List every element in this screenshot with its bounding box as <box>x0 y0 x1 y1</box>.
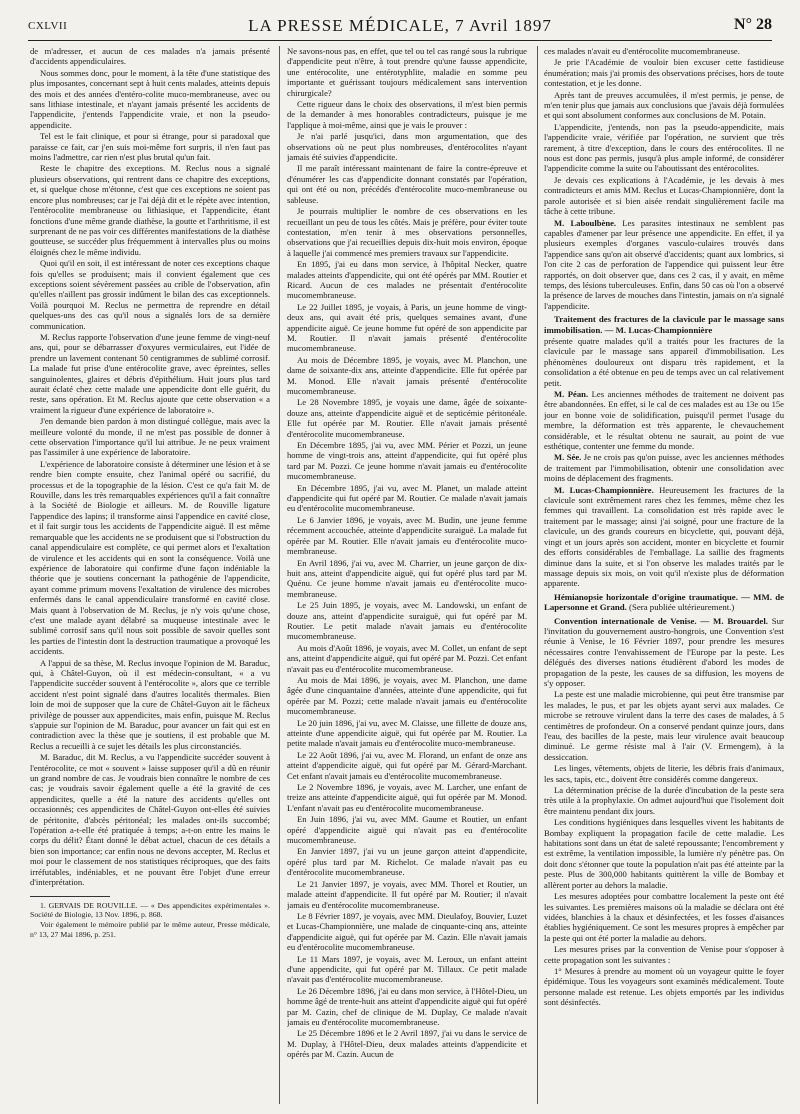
paragraph: Le 26 Décembre 1896, j'ai eu dans mon service, à l'Hôtel-Dieu, un homme âgé de trente-huit ans atteint d'appendicite aiguë qui fut opéré par M. Cazin, chef de clinique de M. Duplay, Ce malade n'avait jamais eu d'entérocolite mucomembraneuse. <box>287 985 527 1027</box>
footnote-separator <box>30 896 110 897</box>
paragraph: Reste le chapitre des exceptions. M. Reclus nous a signalé plusieurs observations, qui rentrent dans ce chapitre des exceptions, et, si quelque chose m'étonne, c'est que ces exceptions ne soient pas encore plus nombreuses; car je l'ai déjà dit et le répète avec intention, l'entérocolite membraneuse ou lithiasique, et l'appendicite, étant fonctions d'une même grande diathèse, la goutte et l'arthritisme, il est surprenant de ne pas voir ces différentes manifestations de la diathèse goutteuse, se succéder plus fréquemment à intervalles plus ou moins éloignés chez le même individu. <box>30 163 270 257</box>
paragraph <box>544 218 784 312</box>
paragraph: Je devais ces explications à l'Académie, je les devais à mes contradicteurs et amis MM. Reclus et Lucas-Championnière, dont la parole autorisée et si bien aisée rendait singulièrement facile ma tâche à cette tribune. <box>544 174 784 217</box>
heading-note: (Sera publiée ultérieurement.) <box>626 602 735 613</box>
paragraph: Je n'ai parlé jusqu'ici, dans mon argumentation, que des observations où ne peut plus nombreuses, d'entérocolites n'ayant jamais été suivies d'appendicite. <box>287 131 527 163</box>
paragraph: En Décembre 1895, j'ai vu, avec M. Planet, un malade atteint d'appendicite qui fut opéré par M. Routier. Ce malade n'avait jamais eu d'entérocolite mucomembraneuse. <box>287 482 527 514</box>
speaker-name: — M. Brouardel. <box>696 615 768 626</box>
column-1 <box>30 46 270 1104</box>
column-2 <box>287 46 527 1104</box>
journal-title: LA PRESSE MÉDICALE, 7 Avril 1897 <box>248 16 552 35</box>
paragraph: Tel est le fait clinique, et pour si étrange, pour si paradoxal que paraisse ce fait, car j'en suis moi-même fort surpris, il n'en faut pas moins l'admettre, car rien n'est plus brutal qu'un fait. <box>30 131 270 163</box>
paragraph: En 1895, j'ai eu dans mon service, à l'hôpital Necker, quatre malades atteints d'appendicite, qui ont été opérés par MM. Routier et Ricard. Aucun de ces malades ne présentait d'entérocolite mucomembraneuse. <box>287 259 527 301</box>
page-header <box>28 12 772 42</box>
paragraph: ces malades n'avait eu d'entérocolite mucomembraneuse. <box>544 46 740 56</box>
paragraph: Le 25 Décembre 1896 et le 2 Avril 1897, j'ai vu dans le service de M. Duplay, à l'Hôtel-Dieu, deux malades atteints d'appendicite et opérés par M. Cazin. Aucun de <box>287 1028 527 1060</box>
paragraph-text: Sur l'invitation du gouvernement austro-hongrois, une Convention s'est réunie à Venise, le 16 Février 1897, pour prendre les mesures nécessaires contre l'envahissement de l'Europe par la peste. Les délégués des diverses nations étudièrent d'abord les modes de propagation de la peste, les causes de sa diffusion, les moyens de s'y opposer. <box>544 615 784 688</box>
paragraph: Le 21 Janvier 1897, je voyais, avec MM. Thorel et Routier, un malade atteint d'appendicite. Il fut opéré par M. Routier; il n'avait jamais eu d'entérocolite mucomembraneuse. <box>287 878 527 910</box>
paragraph: L'appendicite, j'entends, non pas la pseudo-appendicite, mais l'appendicite vraie, vérifiée par l'opération, ne survient que très rarement, à titre d'exception, dans le cours des entérocolites. Il ne nous est donc pas permis, jusqu'à plus ample informé, de considérer l'appendicite comme la suite ou l'aboutissant des entérocolites. <box>544 121 784 174</box>
paragraph: Il me paraît intéressant maintenant de faire la contre-épreuve et d'énumérer les cas d'appendicite donnant constatés par l'opération, qui ont été ou non, précédés d'entérocolite muco-membraneuse ou sableuse. <box>287 163 527 205</box>
footnote: Voir également le mémoire publié par le même auteur, Presse médicale, n° 13, 27 Mai 1896, p. 251. <box>30 920 270 939</box>
paragraph: L'expérience de laboratoire consiste à déterminer une lésion et à se rendre bien compte ensuite, chez l'animal opéré ou sacrifié, du processus et de la topographie de la lésion. C'est ce qu'a fait M. de Rouville, dans les très remarquables expériences qu'il a fait connaître à la Société de Biologie et ailleurs. M. de Rouville ligature l'appendice des lapins; il transforme ainsi l'appendice en cavité close, et il fait surgir tous les accidents de l'appendicite aiguë. Il est même remarquable que les accidents ne se produisent que si l'obstruction du canal appendiculaire est complète, ce qui permet alors et l'exaltation de virulence et les accidents qui en sont la conséquence. Voilà une expérience de laboratoire qui confirme d'une façon indéniable la théorie que je soutiens concernant la pathogénie de l'appendicite, ayant comme primum movens l'exaltation de virulence des microbes enfermés dans le canal appendiculaire transformé en cavité close. Mais quant à l'observation de M. Reclus, je n'y vois qu'une chose, c'est une malade ayant délabré sa muqueuse intestinale avec le sublimé corrosif sans qu'il nous soit possible de savoir quelles sont les parties de l'intestin dont la destruction traumatique a provoqué les accidents. <box>30 458 270 657</box>
paragraph-text: Les anciennes méthodes de traitement ne doivent pas être abandonnées. En effet, si le cal de ces malades est au 13e ou 15e jour en bonne voie de solidification, puisqu'il permet l'usage du membre, la déformation est très apparente, le chevauchement considérable, et le résultat obtenu ne saurait, au point de vue esthétique, contenter une femme du monde. <box>544 389 784 452</box>
paragraph: Ne savons-nous pas, en effet, que tel ou tel cas rangé sous la rubrique d'appendicite peut n'être, à tout prendre qu'une fausse appendicite, une entérocolite, une entérotyphlite, maladie en somme peu importante et guérissant toujours médicalement sans intervention chirurgicale? <box>287 46 527 98</box>
heading-text: Convention internationale de Venise. <box>554 615 697 626</box>
paragraph: La peste est une maladie microbienne, qui peut être transmise par les malades, le pus, et par les objets ayant servi aux malades. Ce microbe se retrouve virulent dans la terre des cases de malades, à 5 centimètres de profondeur. On a conservé pendant quinze jours, dans l'eau, des bacilles de la peste, mais leur virulence avait beaucoup diminué. Le germe résiste mal à l'air (V. Ermengem), à la dessiccation. <box>544 689 784 762</box>
column-divider <box>537 46 538 1104</box>
header-rule <box>28 40 772 41</box>
paragraph <box>544 389 784 451</box>
paragraph: Cette rigueur dans le choix des observations, il m'est bien permis de la demander à mes honorables contradicteurs, puisque je me l'applique à moi-même, ainsi que je vais le prouver : <box>287 99 527 130</box>
paragraph <box>544 452 784 483</box>
paragraph: Le 6 Janvier 1896, je voyais, avec M. Budin, une jeune femme récemment accouchée, atteinte d'appendicite suraiguë. La malade fut opérée par M. Routier. Elle n'avait jamais eu d'entérocolite muco-membraneuse. <box>287 514 527 557</box>
paragraph: Les mesures adoptées pour combattre localement la peste ont été les suivantes. Les premières maisons où la maladie se déclara ont été vidées, blanchies à la chaux et désinfectées, et les fosses d'aisances établies hygiéniquement. Ce sont les mesures propres à empêcher par la peste qui ont été porter la maladie au dehors. <box>544 891 784 943</box>
paragraph: Quoi qu'il en soit, il est intéressant de noter ces exceptions chaque fois qu'elles se produisent; mais il convient également que ces exceptions soient sévèrement passées au crible de l'observation, afin qu'elles n'aillent pas grossir indûment le bilan des cas exceptionnels. Voilà pourquoi M. Reclus ne permettra de reprendre en détail quelques-uns des cas qu'il nous a signalés lors de sa dernière communication. <box>30 258 270 331</box>
paragraph: Je prie l'Académie de vouloir bien excuser cette fastidieuse énumération; mais j'ai promis des observations précises, hors de toute contestation, et je les donne. <box>544 57 784 89</box>
paragraph <box>544 485 784 589</box>
paragraph-text: Heureusement les fractures de la clavicule sont extrêmement rares chez les femmes, même chez les femmes qui travaillent. La consolidation est très rapide avec le traitement par le massage; ainsi j'ai soigné, pour une fracture de la clavicule, un des grands coureurs en bicyclette, qui, pouvant déjà, vingt et un jours après son accident, monter en bicyclette et fournir des efforts considérables de l'emballage. La saillie des fragments diminue dans la suite, et si l'on observe les malades traités par le massage depuis six mois, on voit qu'il n'existe plus de déformation apparente. <box>544 484 784 589</box>
speaker-name: — M. Lucas-Championnière <box>602 324 713 335</box>
paragraph: M. Reclus rapporte l'observation d'une jeune femme de vingt-neuf ans, qui, pour se débarrasser d'oxyures vermiculaires, eut l'idée de prendre un lavement contenant 50 centigrammes de sublimé corrosif. La malade fut prise d'une entérocolite grave, avec épreintes, selles sanguinolentes, glaires et débris d'épithélium. Huit jours plus tard aurait éclaté chez cette malade une appendicite dont elle guérit, du reste, sans opération. Et M. Reclus ajoute que cette observation « a vraiment la rigueur d'une expérience de laboratoire ». <box>30 331 270 415</box>
paragraph: Au mois d'Août 1896, je voyais, avec M. Collet, un enfant de sept ans, atteint d'appendicite aiguë, qui fut opéré par M. Pozzi. Cet enfant n'avait pas eu d'entérocolite mucomembraneuse. <box>287 642 527 674</box>
page-number: CXLVII <box>28 20 68 32</box>
speaker-name: M. Laboulbène. <box>554 217 617 228</box>
paragraph: Le 20 juin 1896, j'ai vu, avec M. Claisse, une fillette de douze ans, atteinte d'une appendicite aiguë, qui fut opérée par M. Routier. La petite malade n'avait jamais eu d'entérocolite muco-membraneuse. <box>287 717 527 749</box>
column-3 <box>544 46 784 1104</box>
heading-text: Traitement des fractures de la clavicule par le massage sans immobilisation. <box>544 314 784 335</box>
paragraph: Les mesures prises par la convention de Venise pour s'opposer à cette propagation sont les suivantes : <box>544 944 784 965</box>
paragraph: Au mois de Décembre 1895, je voyais, avec M. Planchon, une dame de soixante-dix ans, atteinte d'appendicite. Elle fut opérée par M. Monod. Elle n'avait jamais présenté d'entérocolite mucomembraneuse. <box>287 354 527 396</box>
paragraph: Le 28 Novembre 1895, je voyais une dame, âgée de soixante-douze ans, atteinte d'appendicite aiguë et de septicémie péritonéale. Elle fut opérée par M. Routier. Elle n'avait jamais présenté d'entérocolite mucomembraneuse. <box>287 397 527 439</box>
paragraph-text: Les parasites intestinaux ne semblent pas capables d'amener par leur présence une appendicite. En effet, il ya plusieurs exemples d'organes vasculo-culaires trouvés dans l'appendice sans qu'on ait observé d'accidents; quant aux lombrics, si l'on cite 2 cas de perforation de l'appendice qui puissent leur être rapportés, on doit observer que, dans ces 2 cas, il y avait, en même temps, des lésions tuberculeuses. Enfin, dans 50 cas où l'on a observé la présence de larves de mouches dans l'intestin, jamais on n'a signalé l'appendicite. <box>544 217 784 311</box>
paragraph-text: Je ne crois pas qu'on puisse, avec les anciennes méthodes de traitement par l'immobilisation, obtenir une consolidation avec moins de déplacement des fragments. <box>544 452 784 484</box>
paragraph: En Janvier 1897, j'ai vu un jeune garçon atteint d'appendicite, opéré plus tard par M. Richelot. Ce malade n'avait pas eu d'entérocolite mucomembraneuse. <box>287 846 527 878</box>
speaker-name: M. Sée. <box>554 452 582 463</box>
paragraph: En Décembre 1895, j'ai vu, avec MM. Périer et Pozzi, un jeune homme de vingt-trois ans, atteint d'appendicite, qui fut opéré plus tard par M. Pozzi. Ce jeune homme n'avait jamais eu d'entérocolite mucomembraneuse. <box>287 440 527 482</box>
paragraph: En Juin 1896, j'ai vu, avec MM. Gaume et Routier, un enfant opéré d'appendicite aiguë qui n'avait pas eu d'entérocolite mucomembraneuse. <box>287 814 527 846</box>
speaker-name: — MM. de Lapersonne et Grand. <box>544 591 784 613</box>
paragraph: présente quatre malades qu'il a traités pour les fractures de la clavicule par le massage sans appareil d'immobilisation. Les phénomènes douloureux ont disparu très rapidement, et la consolidation a été obtenue en peu de temps avec un cal relativement petit. <box>544 335 784 388</box>
paragraph: J'en demande bien pardon à mon distingué collègue, mais avec la meilleure volonté du monde, il ne m'est pas possible de donner à cette observation l'importance qu'il lui attribue. Je ne peux vraiment pas l'assimiler à une expérience de laboratoire. <box>30 416 270 458</box>
speaker-name: M. Lucas-Championnière. <box>554 484 654 495</box>
section-heading <box>544 616 784 689</box>
paragraph: La détermination précise de la durée d'incubation de la peste sera très utile à la prophylaxie. On admet aujourd'hui que l'isolement doit être maintenu pendant dix jours. <box>544 785 784 816</box>
paragraph: Le 11 Mars 1897, je voyais, avec M. Leroux, un enfant atteint d'une appendicite, qui fut opéré par M. Tillaux. Ce petit malade n'avait pas d'entérocolite mucomembraneuse. <box>287 953 527 985</box>
paragraph: Les linges, vêtements, objets de literie, les débris frais d'animaux, les sacs, tapis, etc., doivent être considérés comme dangereux. <box>544 763 784 784</box>
paragraph: Nous sommes donc, pour le moment, à la tête d'une statistique des plus imposantes, concernant sept à huit cents malades, atteints depuis des mois et des années d'entéro-colite muco-membraneuse, avec ou sans lithiase intestinale, et n'ayant jamais présenté les accidents de l'appendicite, j'entends l'appendicite vraie, et non la pseudo-appendicite. <box>30 67 270 130</box>
section-heading <box>544 592 784 613</box>
paragraph: Le 25 Juin 1895, je voyais, avec M. Landowski, un enfant de douze ans, atteint d'appendicite suraiguë, qui fut opéré par M. Routier. Le petit malade n'avait jamais eu d'entérocolite mucomembraneuse. <box>287 600 527 642</box>
column-divider <box>279 46 280 1104</box>
paragraph: M. Baraduc, dit M. Reclus, a vu l'appendicite succéder souvent à l'entérocolite, ce mot « souvent » laisse supposer qu'il a dû en réunir un grand nombre de cas. Je voudrais bien connaître le nombre de ces cas; je voudrais savoir également quelle a été la gravité de ces appendicites, quelle a été la nature des accidents qu'elles ont occasionnés; ces appendicites de Châtel-Guyon ont-elles été suivies de péritonite, d'abcès péritonéal; les malades ont-ils succombé; l'opération a-t-elle été pratiquée à temps; a-t-on entre les mains le corps du délit? Étant donné le débat actuel, chacun de ces détails a bien son importance; car enfin nous ne devons accepter, M. Reclus et moi pour le classement de nos statistiques réciproques, que des faits irréfutables, indéniables, et ne pouvant être l'objet d'une erreur d'interprétation. <box>30 752 270 888</box>
speaker-name: M. Péan. <box>554 389 589 399</box>
paragraph: de m'adresser, et aucun de ces malades n'a jamais présenté d'accidents appendiculaires. <box>30 46 270 67</box>
paragraph: Le 2 Novembre 1896, je voyais, avec M. Larcher, une enfant de treize ans atteinte d'appendicite aiguë, qui fut opérée par M. Monod. L'enfant n'avait pas eu d'entérocolite mucomembraneuse. <box>287 782 527 813</box>
paragraph: Le 22 Juillet 1895, je voyais, à Paris, un jeune homme de vingt-deux ans, qui avait été pris, quelques semaines avant, d'une appendicite aiguë. Ce jeune homme fut opéré de son appendicite par M. Routier. Il n'avait jamais présenté d'entérocolite mucomembraneuse. <box>287 301 527 354</box>
paragraph: Je pourrais multiplier le nombre de ces observations en les recueillant un peu de tous les côtés. Mais je préfère, pour éviter toute contestation, m'en tenir à mes observations personnelles, observations que j'ai recueillies depuis dix-huit mois environ, époque à laquelle j'ai commencé mes premiers travaux sur l'appendicite. <box>287 206 527 258</box>
paragraph: Les conditions hygiéniques dans lesquelles vivent les habitants de Bombay expliquent la propagation facile de cette maladie. Les habitations sont dans un état de saleté repoussante; l'encombrement y est extrême, la ventilation impossible, la lumière n'y pénètre pas. On doit donc s'étonner que toute la population n'ait pas été atteinte par la peste. Plus de 300,000 habitants quittèrent la ville de Bombay et allèrent porter au dehors la maladie. <box>544 817 784 890</box>
paragraph: Après tant de preuves accumulées, il m'est permis, je pense, de m'en tenir plus que jamais aux conclusions que j'avais déjà formulées et qui sont absolument conformes aux conclusions de M. Potain. <box>544 89 784 121</box>
section-heading <box>544 314 784 335</box>
issue-number: N° 28 <box>734 16 772 33</box>
paragraph: Au mois de Mai 1896, je voyais, avec M. Planchon, une dame âgée d'une cinquantaine d'années, atteinte d'une appendicite, qui fut opérée par M. Pozzi; cette malade n'avait jamais eu d'entérocolite mucomembraneuse. <box>287 674 527 717</box>
footnote: 1. GERVAIS DE ROUVILLE. — « Des appendicites expérimentales ». Société de Biologie, 13 Nov. 1896, p. 868. <box>30 900 270 919</box>
paragraph: En Avril 1896, j'ai vu, avec M. Charrier, un jeune garçon de dix-huit ans, atteint d'appendicite aiguë, qui fut opéré plus tard par M. Quénu. Ce jeune homme n'avait jamais eu d'entérocolite muco-membraneuse. <box>287 557 527 599</box>
paragraph: Le 8 Février 1897, je voyais, avec MM. Dieulafoy, Bouvier, Luzet et Lucas-Championnière, une malade de cinquante-cinq ans, atteinte d'appendicite aiguë, qui fut opérée par M. Cazin. Elle n'avait jamais eu d'entérocolite mucomembraneuse. <box>287 910 527 953</box>
paragraph: 1° Mesures à prendre au moment où un voyageur quitte le foyer épidémique. Tous les voyageurs sont examinés médicalement. Toute personne malade est retenue. Les objets emportés par les individus sont désinfectés. <box>544 965 784 1008</box>
paragraph: A l'appui de sa thèse, M. Reclus invoque l'opinion de M. Baraduc, qui, à Châtel-Guyon, où il est médecin-consultant, « a vu l'appendicite succéder souvent à l'entérocolite », alors que ce terrible accident n'est point signalé dans d'autres localités thermales. Bien loin de moi de supposer que la cure de Châtel-Guyon ait le fâcheux privilège de pousser aux appendicites, mais enfin, puisque M. Reclus s'appuie sur l'opinion de M. Baraduc, pour avancer un fait qui est en contradiction avec la thèse que je soutiens, il est probable que M. Reclus a recueilli à ce sujet les détails les plus circonstanciés. <box>30 657 270 751</box>
paragraph: Le 22 Août 1896, j'ai vu, avec M. Florand, un enfant de onze ans atteint d'appendicite aiguë, qui fut opéré par M. Gérard-Marchant. Cet enfant n'avait jamais eu d'entérocolite mucomembraneuse. <box>287 749 527 781</box>
heading-text: Hémianopsie horizontale d'origine traumatique. <box>554 591 738 602</box>
